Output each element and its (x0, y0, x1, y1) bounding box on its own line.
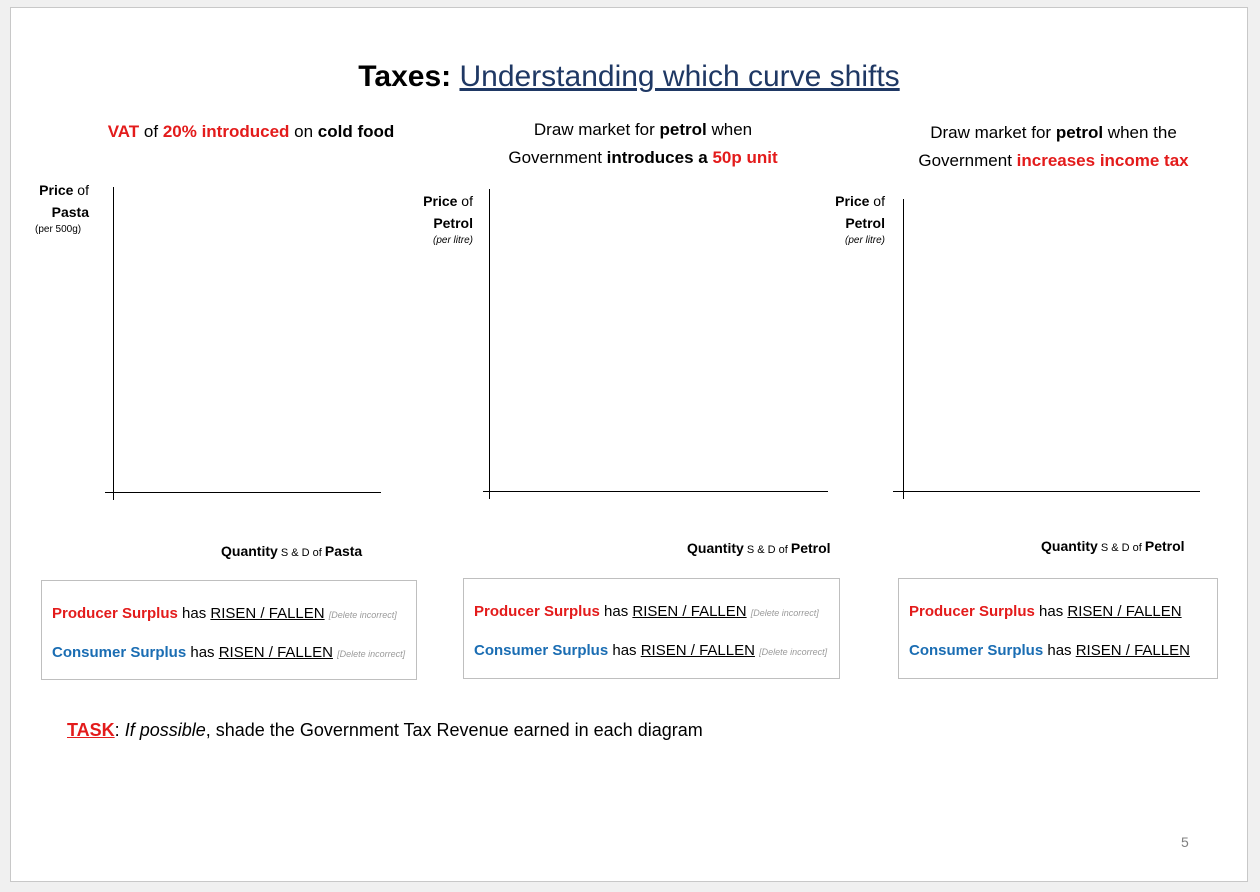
panel-2-caption: Draw market for petrol when Government introduces a 50p unit (508, 120, 778, 167)
producer-surplus-choice: RISEN / FALLEN (1067, 603, 1182, 620)
panel-3-y-axis (903, 199, 904, 499)
panel-1-x-axis (105, 492, 381, 493)
panel-3-y-axis-label: Price of Petrol (per litre) (835, 193, 885, 246)
slide (10, 7, 1248, 882)
panel-1-x-axis-label: Quantity S & D of Pasta (221, 543, 363, 559)
page-title: Taxes: Understanding which curve shifts (358, 60, 900, 93)
consumer-surplus-choice: RISEN / FALLEN (218, 644, 333, 661)
panel-2-y-axis (489, 189, 490, 499)
panel-3-caption: Draw market for petrol when the Government increases income tax (918, 123, 1189, 170)
panel-3-x-axis (893, 491, 1200, 492)
panel-2-x-axis-label: Quantity S & D of Petrol (687, 540, 831, 556)
producer-surplus-choice: RISEN / FALLEN (632, 603, 747, 620)
panel-2-y-axis-label: Price of Petrol (per litre) (423, 193, 473, 246)
consumer-surplus-choice: RISEN / FALLEN (1075, 642, 1190, 659)
panel-1-caption: VAT of 20% introduced on cold food (107, 122, 395, 141)
page-subtitle: Understanding which curve shifts (459, 60, 900, 93)
producer-surplus-line: Producer Surplus has RISEN / FALLEN [Delete incorrect] (474, 603, 819, 620)
panel-3-surplus-box[interactable] (898, 578, 1218, 679)
panel-3-x-axis-label: Quantity S & D of Petrol (1041, 538, 1185, 554)
producer-surplus-choice: RISEN / FALLEN (210, 605, 325, 622)
panel-2-x-axis (483, 491, 828, 492)
panel-1-surplus-box[interactable] (41, 580, 417, 680)
panel-1-y-axis (113, 187, 114, 500)
panel-2-surplus-box[interactable] (463, 578, 840, 679)
consumer-surplus-line: Consumer Surplus has RISEN / FALLEN [Delete incorrect] (52, 644, 406, 661)
page-number: 5 (1181, 834, 1189, 850)
task-instruction: TASK: If possible, shade the Government Tax Revenue earned in each diagram (67, 720, 703, 740)
consumer-surplus-line: Consumer Surplus has RISEN / FALLEN [Delete incorrect] (474, 642, 828, 659)
consumer-surplus-choice: RISEN / FALLEN (640, 642, 755, 659)
producer-surplus-line: Producer Surplus has RISEN / FALLEN [Delete incorrect] (52, 605, 397, 622)
panel-1-y-axis-label: Price of Pasta (per 500g) (35, 182, 89, 235)
consumer-surplus-line: Consumer Surplus has RISEN / FALLEN (909, 642, 1190, 659)
producer-surplus-line: Producer Surplus has RISEN / FALLEN (909, 603, 1182, 620)
